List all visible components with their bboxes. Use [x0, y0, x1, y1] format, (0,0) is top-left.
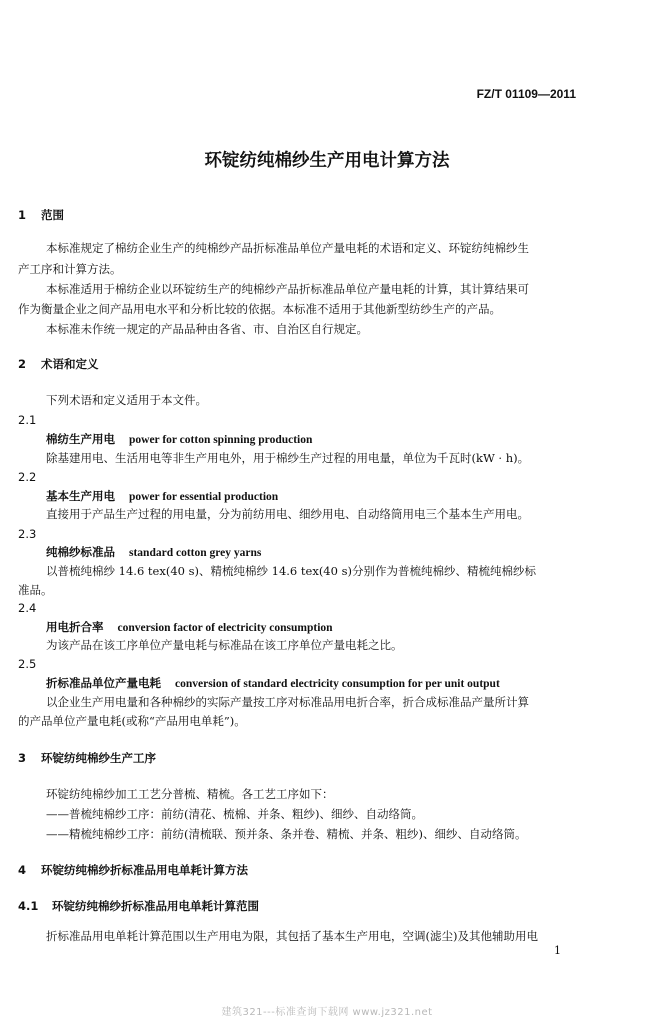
definition-line: 以企业生产用电量和各种棉纱的实际产量按工序对标准品用电折合率，折合成标准品产量所计算 — [46, 695, 529, 709]
section-title: 术语和定义 — [41, 357, 99, 371]
section-number: 4 — [18, 863, 27, 877]
term-number: 2.3 — [18, 527, 37, 541]
term-zh: 基本生产用电 — [46, 489, 115, 503]
list-item: ——普梳纯棉纱工序：前纺(清花、梳棉、并条、粗纱)、细纱、自动络筒。 — [46, 807, 423, 821]
term-en: standard cotton grey yarns — [129, 547, 262, 559]
list-item: ——精梳纯棉纱工序：前纺(清梳联、预并条、条并卷、精梳、并条、粗纱)、细纱、自动络筒。 — [46, 827, 527, 841]
section-title: 范围 — [41, 208, 64, 222]
term-heading — [46, 431, 312, 447]
paragraph-line: 本标准规定了棉纺企业生产的纯棉纱产品折标准品单位产量电耗的术语和定义、环锭纺纯棉纱生 — [46, 241, 529, 255]
term-en: conversion of standard electricity consumption for per unit output — [175, 678, 500, 690]
term-zh: 用电折合率 — [46, 620, 104, 634]
term-number: 2.4 — [18, 601, 37, 615]
term-number: 2.5 — [18, 657, 37, 671]
section-3-heading — [18, 750, 156, 766]
term-heading — [46, 488, 278, 504]
paragraph-line: 本标准适用于棉纺企业以环锭纺生产的纯棉纱产品折标准品单位产量电耗的计算，其计算结果可 — [46, 282, 529, 296]
term-en: conversion factor of electricity consumption — [117, 622, 333, 634]
definition-line: 准品。 — [18, 583, 53, 597]
term-zh: 纯棉纱标准品 — [46, 545, 115, 559]
standard-code: FZ/T 01109—2011 — [476, 87, 576, 101]
definition-line: 的产品单位产量电耗(或称“产品用电单耗”)。 — [18, 714, 246, 728]
term-number: 2.2 — [18, 470, 37, 484]
section-title: 环锭纺纯棉纱生产工序 — [41, 751, 156, 765]
paragraph-line: 环锭纺纯棉纱加工工艺分普梳、精梳。各工艺工序如下： — [46, 787, 334, 801]
subsection-number: 4.1 — [18, 899, 39, 913]
section-number: 3 — [18, 751, 27, 765]
subsection-title: 环锭纺纯棉纱折标准品用电单耗计算范围 — [52, 899, 259, 913]
definition-line: 除基建用电、生活用电等非生产用电外，用于棉纱生产过程的用电量，单位为千瓦时(kW · h)。 — [46, 451, 530, 465]
section-number: 1 — [18, 208, 27, 222]
paragraph-line: 下列术语和定义适用于本文件。 — [46, 393, 207, 407]
definition-line: 为该产品在该工序单位产量电耗与标准品在该工序单位产量电耗之比。 — [46, 638, 403, 652]
term-en: power for essential production — [129, 491, 279, 503]
definition-line: 以普梳纯棉纱 14.6 tex(40 s)、精梳纯棉纱 14.6 tex(40 s)分别作为普梳纯棉纱、精梳纯棉纱标 — [46, 564, 536, 578]
watermark-footer: 建筑321---标准查询下载网 www.jz321.net — [221, 1007, 433, 1018]
section-2-heading — [18, 356, 99, 372]
term-heading — [46, 544, 261, 560]
term-heading — [46, 619, 333, 635]
definition-line: 直接用于产品生产过程的用电量，分为前纺用电、细纱用电、自动络筒用电三个基本生产用电。 — [46, 507, 529, 521]
document-title: 环锭纺纯棉纱生产用电计算方法 — [204, 151, 450, 171]
section-4-heading — [18, 862, 248, 878]
section-number: 2 — [18, 357, 27, 371]
section-1-heading — [18, 207, 64, 223]
paragraph-line: 本标准未作统一规定的产品品种由各省、市、自治区自行规定。 — [46, 322, 368, 336]
page-number: 1 — [554, 944, 561, 957]
term-number: 2.1 — [18, 413, 37, 427]
term-zh: 棉纺生产用电 — [46, 432, 115, 446]
term-en: power for cotton spinning production — [129, 434, 313, 446]
subsection-4-1-heading — [18, 898, 259, 914]
paragraph-line: 产工序和计算方法。 — [18, 262, 122, 276]
section-title: 环锭纺纯棉纱折标准品用电单耗计算方法 — [41, 863, 248, 877]
paragraph-line: 作为衡量企业之间产品用电水平和分析比较的依据。本标准不适用于其他新型纺纱生产的产品。 — [18, 302, 501, 316]
term-heading — [46, 675, 500, 691]
paragraph-line: 折标准品用电单耗计算范围以生产用电为限，其包括了基本生产用电，空调(滤尘)及其他辅助用电 — [46, 929, 538, 943]
term-zh: 折标准品单位产量电耗 — [46, 676, 161, 690]
